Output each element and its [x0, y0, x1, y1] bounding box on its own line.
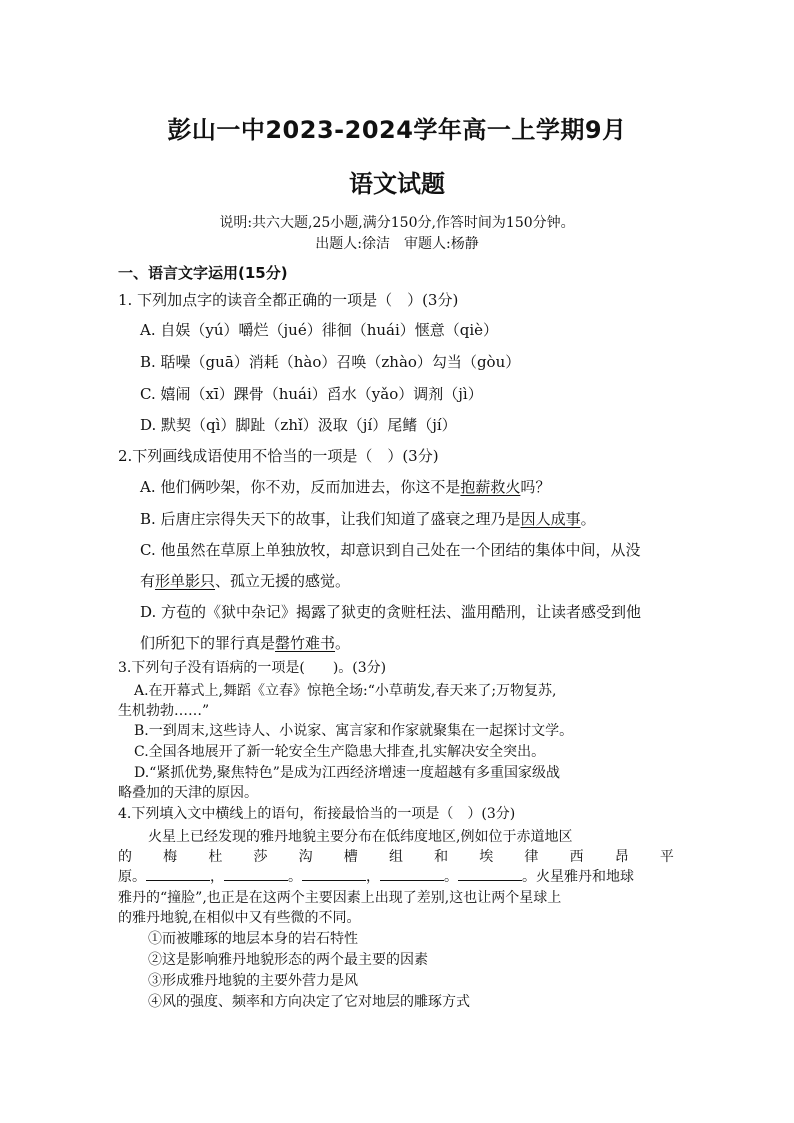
- section-heading: 一、语言文字运用(15分): [118, 264, 288, 282]
- q2-d-idiom: 罄竹难书: [275, 634, 336, 652]
- passage-word: 西: [569, 849, 584, 865]
- q2-a-idiom: 抱薪救火: [460, 478, 521, 496]
- q2-stem: 2.下列画线成语使用不恰当的一项是（ ）(3分): [118, 447, 439, 465]
- q2-b-end: 。: [580, 510, 596, 528]
- q1-option-b: B. 聒噪（guā）消耗（hào）召唤（zhào）勾当（gòu）: [140, 353, 521, 371]
- q4-stem: 4.下列填入文中横线上的语句，衔接最恰当的一项是（ ）(3分): [118, 806, 516, 822]
- exam-title-line2: 语文试题: [349, 170, 445, 198]
- fill-blank-2[interactable]: [224, 866, 288, 881]
- q3-option-c: C.全国各地展开了新一轮安全生产隐患大排查,扎实解决安全突出。: [134, 744, 546, 760]
- passage-word: 律: [524, 849, 539, 865]
- q2-b-text: B. 后唐庄宗得失天下的故事，让我们知道了盛衰之理乃是: [140, 510, 521, 528]
- q4-choice-2: ②这是影响雅丹地貌形态的两个最主要的因素: [148, 952, 428, 968]
- passage-word: 平: [659, 849, 674, 865]
- q3-option-d-line1: D.“紧抓优势,聚焦特色”是成为江西经济增速一度超越有多重国家级战: [134, 765, 560, 781]
- q2-option-a: [140, 476, 550, 497]
- passage-punct: 。: [288, 869, 302, 885]
- passage-text: 。火星雅丹和地球: [522, 869, 634, 885]
- q4-passage-line4: 雅丹的“撞脸”,也正是在这两个主要因素上出现了差别,这也让两个星球上: [118, 890, 562, 906]
- q2-d-text: 们所犯下的罪行真是: [140, 634, 276, 652]
- q1-option-a: A. 自娱（yú）嚼烂（jué）徘徊（huái）惬意（qiè）: [140, 321, 499, 339]
- exam-title-line1: 彭山一中2023-2024学年高一上学期9月: [167, 116, 627, 144]
- q4-passage-line3: [118, 866, 634, 886]
- passage-word: 梅: [163, 849, 178, 865]
- fill-blank-3[interactable]: [302, 866, 366, 881]
- q3-stem: 3.下列句子没有语病的一项是( )。(3分): [118, 660, 387, 676]
- q4-passage-line2: [118, 846, 674, 866]
- q4-passage-line5: 的雅丹地貌,在相似中又有些微的不同。: [118, 910, 361, 926]
- q2-b-idiom: 因人成事: [520, 510, 581, 528]
- passage-punct: ，: [210, 869, 224, 885]
- passage-word: 昂: [614, 849, 629, 865]
- q2-c-idiom: 形单影只: [155, 572, 216, 590]
- passage-word: 槽: [343, 849, 358, 865]
- q2-option-c-line2: [140, 570, 350, 591]
- fill-blank-4[interactable]: [380, 866, 444, 881]
- authors: 出题人:徐洁 审题人:杨静: [315, 236, 479, 252]
- passage-word: 莎: [253, 849, 268, 865]
- q2-option-d-line1: D. 方苞的《狱中杂记》揭露了狱吏的贪赃枉法、滥用酷刑，让读者感受到他: [140, 603, 642, 621]
- passage-word: 组: [388, 849, 403, 865]
- q2-option-b: [140, 508, 596, 529]
- q3-option-b: B.一到周末,这些诗人、小说家、寓言家和作家就聚集在一起探讨文学。: [134, 723, 574, 739]
- passage-word: 杜: [208, 849, 223, 865]
- passage-word: 沟: [298, 849, 313, 865]
- passage-punct: ，: [366, 869, 380, 885]
- q1-stem: 1. 下列加点字的读音全都正确的一项是（ ）(3分): [118, 291, 459, 309]
- q2-c-end: 、孤立无援的感觉。: [215, 572, 351, 590]
- q2-c-text: 有: [140, 572, 156, 590]
- passage-punct: 。: [444, 869, 458, 885]
- passage-word: 的: [118, 849, 132, 865]
- q4-choice-1: ①而被雕琢的地层本身的岩石特性: [148, 931, 358, 947]
- q2-a-text: A. 他们俩吵架，你不劝，反而加进去，你这不是: [140, 478, 461, 496]
- q4-passage-line1: 火星上已经发现的雅丹地貌主要分布在低纬度地区,例如位于赤道地区: [148, 829, 573, 845]
- passage-text: 原。: [118, 869, 146, 885]
- instructions: 说明:共六大题,25小题,满分150分,作答时间为150分钟。: [219, 215, 575, 231]
- q3-option-d-line2: 略叠加的天津的原因。: [118, 785, 258, 801]
- q1-option-d: D. 默契（qì）脚趾（zhǐ）汲取（jí）尾鳍（jí）: [140, 416, 457, 434]
- q3-option-a-line1: A.在开幕式上,舞蹈《立春》惊艳全场:“小草萌发,春天来了;万物复苏,: [134, 683, 557, 699]
- q2-d-end: 。: [335, 634, 351, 652]
- fill-blank-1[interactable]: [146, 866, 210, 881]
- fill-blank-5[interactable]: [458, 866, 522, 881]
- q2-option-c-line1: C. 他虽然在草原上单独放牧，却意识到自己处在一个团结的集体中间，从没: [140, 541, 641, 559]
- q2-option-d-line2: [140, 632, 350, 653]
- passage-word: 埃: [479, 849, 494, 865]
- q2-a-end: 吗？: [520, 478, 551, 496]
- q4-choice-3: ③形成雅丹地貌的主要外营力是风: [148, 973, 358, 989]
- passage-word: 和: [434, 849, 449, 865]
- q1-option-c: C. 嬉闹（xī）踝骨（huái）舀水（yǎo）调剂（jì）: [140, 385, 483, 403]
- q3-option-a-line2: 生机勃勃……”: [118, 703, 210, 719]
- q4-choice-4: ④风的强度、频率和方向决定了它对地层的雕琢方式: [148, 994, 470, 1010]
